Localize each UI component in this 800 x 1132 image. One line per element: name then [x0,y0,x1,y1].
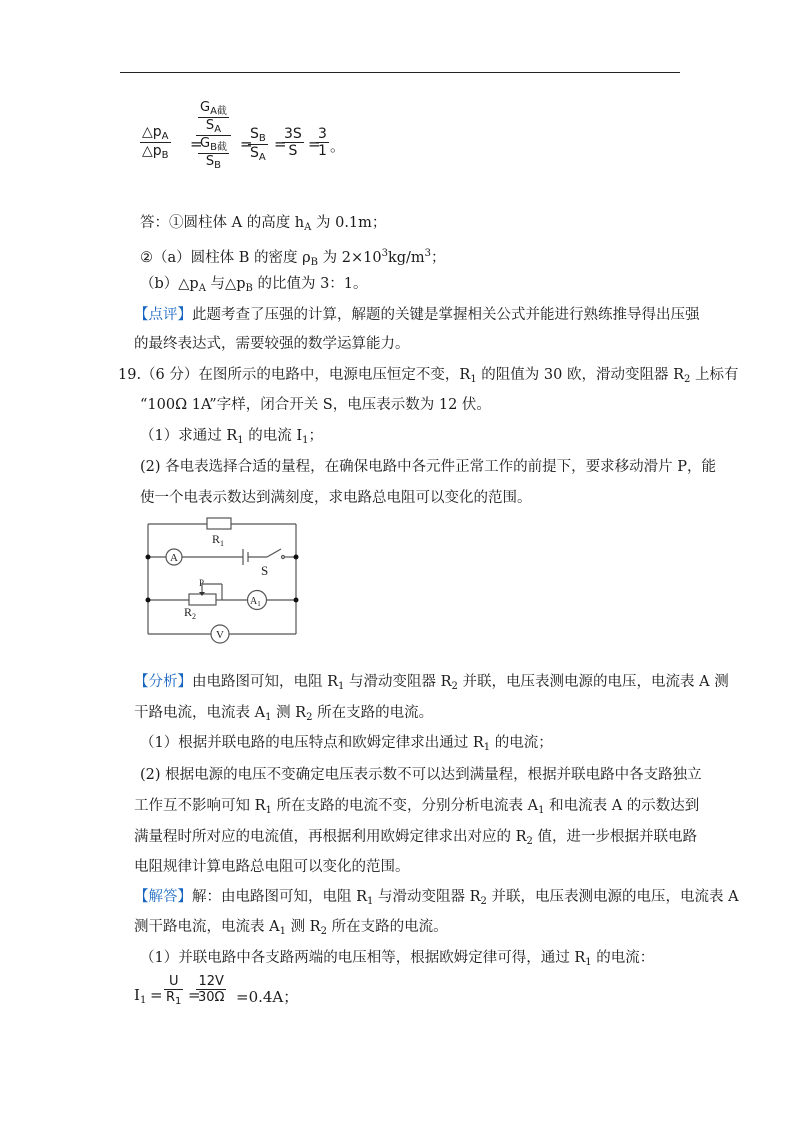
period: 。 [330,137,346,155]
answer-line-2: ②（a）圆柱体 B 的密度 $\rho_B$ 为 $2\times 10^3kg/m^3$； [140,248,446,268]
solution-line-1: 【解答】解：由电路图可知，电阻 $R_1$ 与滑动变阻器 $R_2$ 并联，电压表测电源的电压，电流表 A [134,889,739,907]
q19-line-4: (2) 各电表选择合适的量程，在确保电路中各元件正常工作的前提下，要求移动滑片 P，能 [140,459,717,475]
analysis-line-1: 【分析】由电路图可知，电阻 $R_1$ 与滑动变阻器 $R_2$ 并联，电压表测电源的电压，电流表 A 测 [134,674,729,692]
analysis-line-3: （1）根据并联电路的电压特点和欧姆定律求出通过 $R_1$ 的电流； [140,735,553,753]
analysis-line-4: (2) 根据电源的电压不变确定电压表示数不可以达到满量程，根据并联电路中各支路独立 [140,767,702,783]
label-ammeter: A [170,552,178,564]
comment-line-1: 【点评】此题考查了压强的计算，解题的关键是掌握相关公式并能进行熟练推导得出压强 [134,307,700,323]
comment-tag: 【点评】 [134,307,192,323]
junction-dot [146,598,151,603]
q19-line-5: 使一个电表示数达到满刻度，求电路总电阻可以变化的范围。 [140,490,532,506]
header-rule [120,72,680,73]
label-switch: S [261,563,269,578]
label-a1: $A_1$ [250,596,261,608]
analysis-line-7: 电阻规律计算电路总电阻可以变化的范围。 [134,859,410,875]
comment-line-2: 的最终表达式，需要较强的数学运算能力。 [134,336,410,352]
solution-tag: 【解答】 [134,889,192,905]
solution-line-3: （1）并联电路中各支路两端的电压相等，根据欧姆定律可得，通过 $R_1$ 的电流： [140,950,655,968]
q19-line-1: 19.（6 分）在图所示的电路中，电源电压恒定不变，$R_1$ 的阻值为 30 欧，滑动变阻器 $R_2$ 上标有 [118,367,739,385]
label-voltmeter: V [216,629,224,641]
switch-lever [267,549,281,557]
equals-sign: = [190,135,203,153]
answer-line-1: 答：①圆柱体 A 的高度 $h_A$ 为 0.1m； [140,215,387,233]
answer-line-3: $(b)\triangle p_A$ 与$\triangle p_B$ 的比值为 3：1。 [140,276,368,294]
u-over-r1: $\frac{U}{R_1}$ [166,974,182,1007]
junction-dot [294,555,299,560]
q19-line-3: （1）求通过 $R_1$ 的电流 $I_1$； [140,428,323,446]
analysis-line-2: 干路电流，电流表 $A_1$ 测 $R_2$ 所在支路的电流。 [134,705,434,723]
analysis-line-6: 满量程时所对应的电流值，再根据利用欧姆定律求出对应的 $R_2$ 值，进一步根据并联电路 [134,829,698,847]
junction-dot [294,598,299,603]
q19-line-2: “100Ω 1A”字样，闭合开关 S，电压表示数为 12 伏。 [140,397,491,413]
resistor-r1 [207,518,231,529]
label-r1: $R_1$ [212,532,225,548]
junction-dot [146,555,151,560]
volt-over-ohm: $\frac{12V}{30\Omega}$ [198,974,225,1005]
label-slider: P [199,578,205,588]
equals-sign: = [274,135,287,153]
equals-sign: = [308,135,321,153]
solution-line-2: 测干路电流，电流表 $A_1$ 测 $R_2$ 所在支路的电流。 [134,919,448,937]
three-s-fraction: $\frac{3S}{S}$ [284,126,302,159]
three-one-fraction: $\frac{3}{1}$ [318,126,327,159]
circuit-diagram [140,512,310,647]
analysis-tag: 【分析】 [134,674,192,690]
label-r2: $R_2$ [184,605,197,621]
analysis-line-5: 工作互不影响可知 $R_1$ 所在支路的电流不变，分别分析电流表 $A_1$ 和电流表 A 的示数达到 [134,798,700,816]
lhs-fraction: $\frac{\triangle p_A}{\triangle p_B}$ [142,124,169,161]
complex-fraction: $\frac{G_{A截}}{S_A}$ $\frac{G_{B截}}{S_B}$ [196,100,231,171]
ratio-fraction: $\frac{S_B}{S_A}$ [250,126,266,163]
equals-sign: = [240,135,253,153]
resistor-r2 [189,594,216,605]
